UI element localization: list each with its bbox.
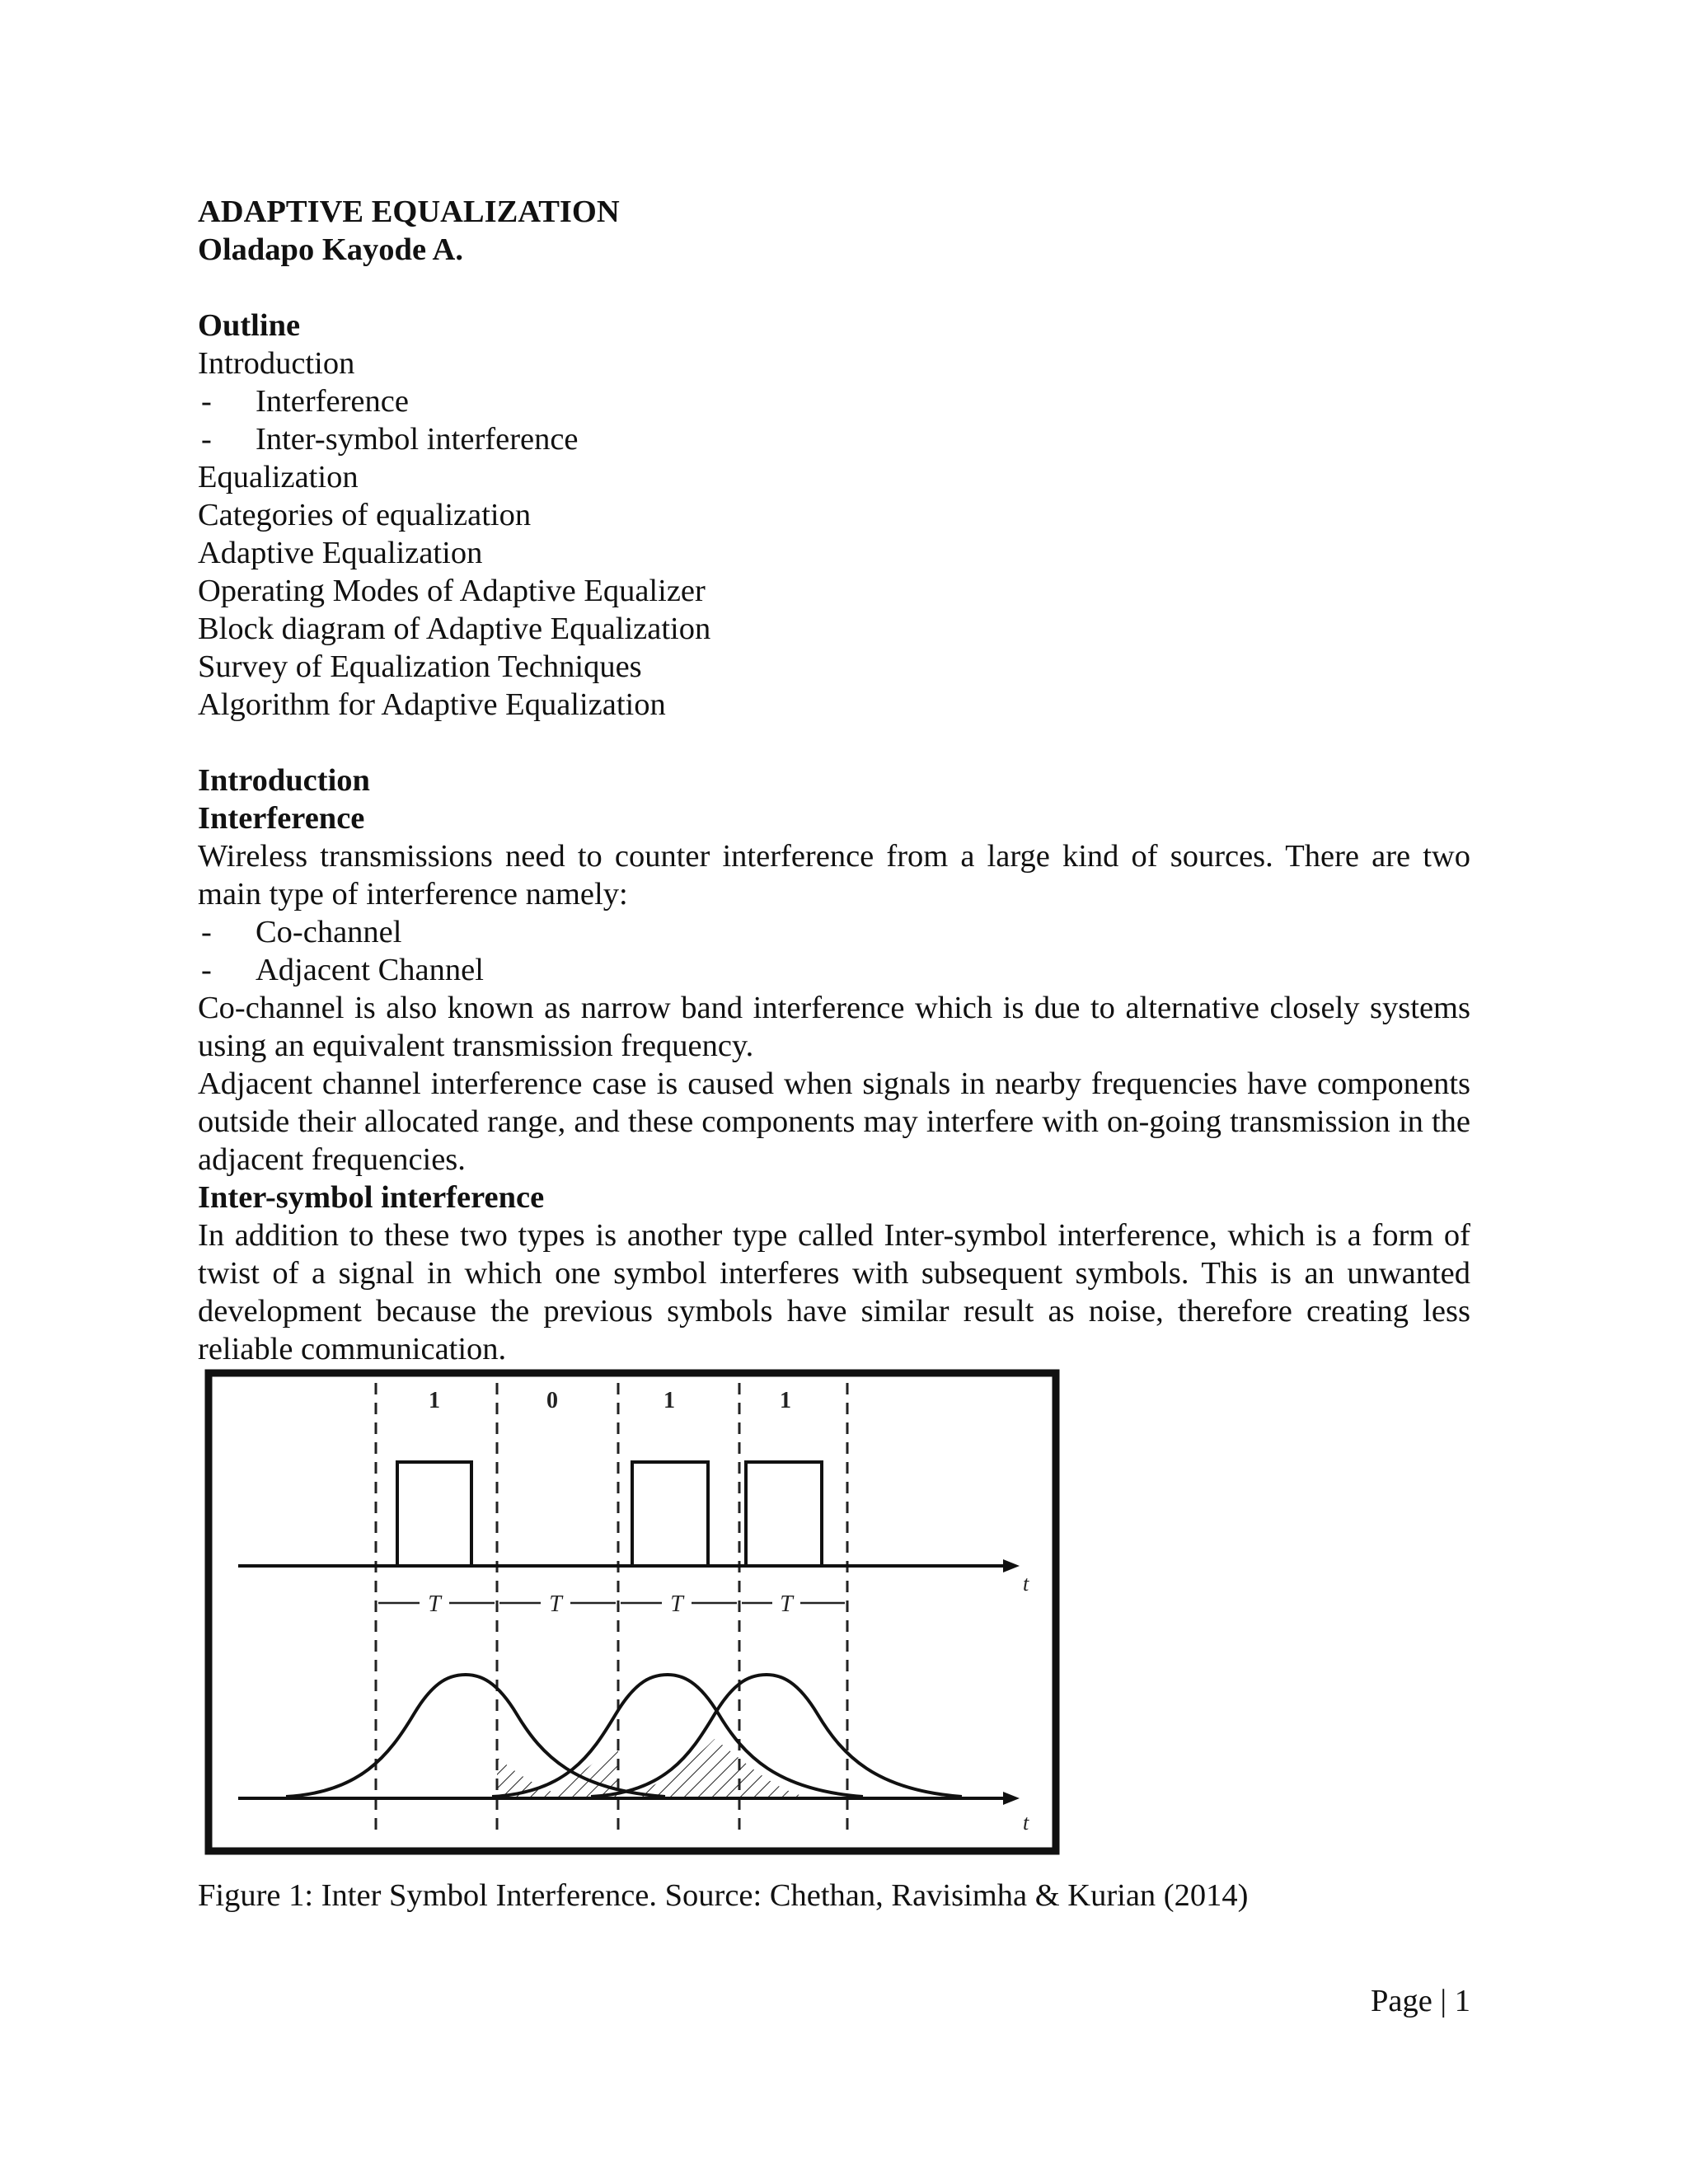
isi-paragraph: In addition to these two types is another type called Inter-symbol interference, which is a form of twist of a signal in which one symbol interferes with subsequent symbols. This is an unwanted development because the previous symbols have similar result as noise, therefore creating less reliable communication. <box>198 1218 1470 1366</box>
period-label: T <box>428 1591 441 1617</box>
outline-subitem: - Inter-symbol interference <box>201 422 579 457</box>
outline-item: Block diagram of Adaptive Equalization <box>198 612 711 646</box>
interference-type-item: - Adjacent Channel <box>201 953 484 987</box>
isi-heading: Inter-symbol interference <box>198 1180 545 1215</box>
outline-heading: Outline <box>198 308 301 343</box>
cochannel-paragraph: Co-channel is also known as narrow band interference which is due to alternative closely systems using an equivalent transmission frequency. <box>198 991 1470 1063</box>
isi-diagram <box>204 1368 1061 1856</box>
bit-label: 1 <box>663 1388 675 1413</box>
figure-frame <box>209 1373 1056 1851</box>
time-axis-label: t <box>1023 1811 1029 1835</box>
introduction-heading: Introduction <box>198 763 370 798</box>
bit-label: 0 <box>546 1388 558 1413</box>
period-label: T <box>549 1591 562 1617</box>
interference-type-item: - Co-channel <box>201 915 402 949</box>
adjacent-channel-paragraph: Adjacent channel interference case is caused when signals in nearby frequencies have components outside their allocated range, and these components may interfere with on-going transmission in the adjacent frequencies. <box>198 1066 1470 1177</box>
outline-item: Algorithm for Adaptive Equalization <box>198 687 666 722</box>
page-number: Page | 1 <box>1370 1984 1470 2018</box>
author-name: Oladapo Kayode A. <box>198 232 463 267</box>
outline-item: Categories of equalization <box>198 498 532 532</box>
document-title: ADAPTIVE EQUALIZATION <box>198 194 620 229</box>
outline-item: Adaptive Equalization <box>198 536 483 570</box>
bit-label: 1 <box>780 1388 791 1413</box>
figure-caption: Figure 1: Inter Symbol Interference. Source: Chethan, Ravisimha & Kurian (2014) <box>198 1878 1249 1913</box>
outline-list <box>198 344 1470 724</box>
outline-item: Operating Modes of Adaptive Equalizer <box>198 574 706 608</box>
interference-heading: Interference <box>198 801 365 836</box>
isi-figure <box>204 1368 1061 1856</box>
outline-item: Introduction <box>198 346 355 381</box>
outline-item: Equalization <box>198 460 359 494</box>
period-label: T <box>780 1591 793 1617</box>
time-axis-label: t <box>1023 1572 1029 1596</box>
interference-paragraph: Wireless transmissions need to counter interference from a large kind of sources. There are two main type of interference namely: <box>198 839 1470 912</box>
outline-item: Survey of Equalization Techniques <box>198 649 642 684</box>
period-label: T <box>670 1591 683 1617</box>
document-body <box>198 193 1470 1368</box>
outline-subitem: - Interference <box>201 384 409 419</box>
bit-label: 1 <box>429 1388 440 1413</box>
